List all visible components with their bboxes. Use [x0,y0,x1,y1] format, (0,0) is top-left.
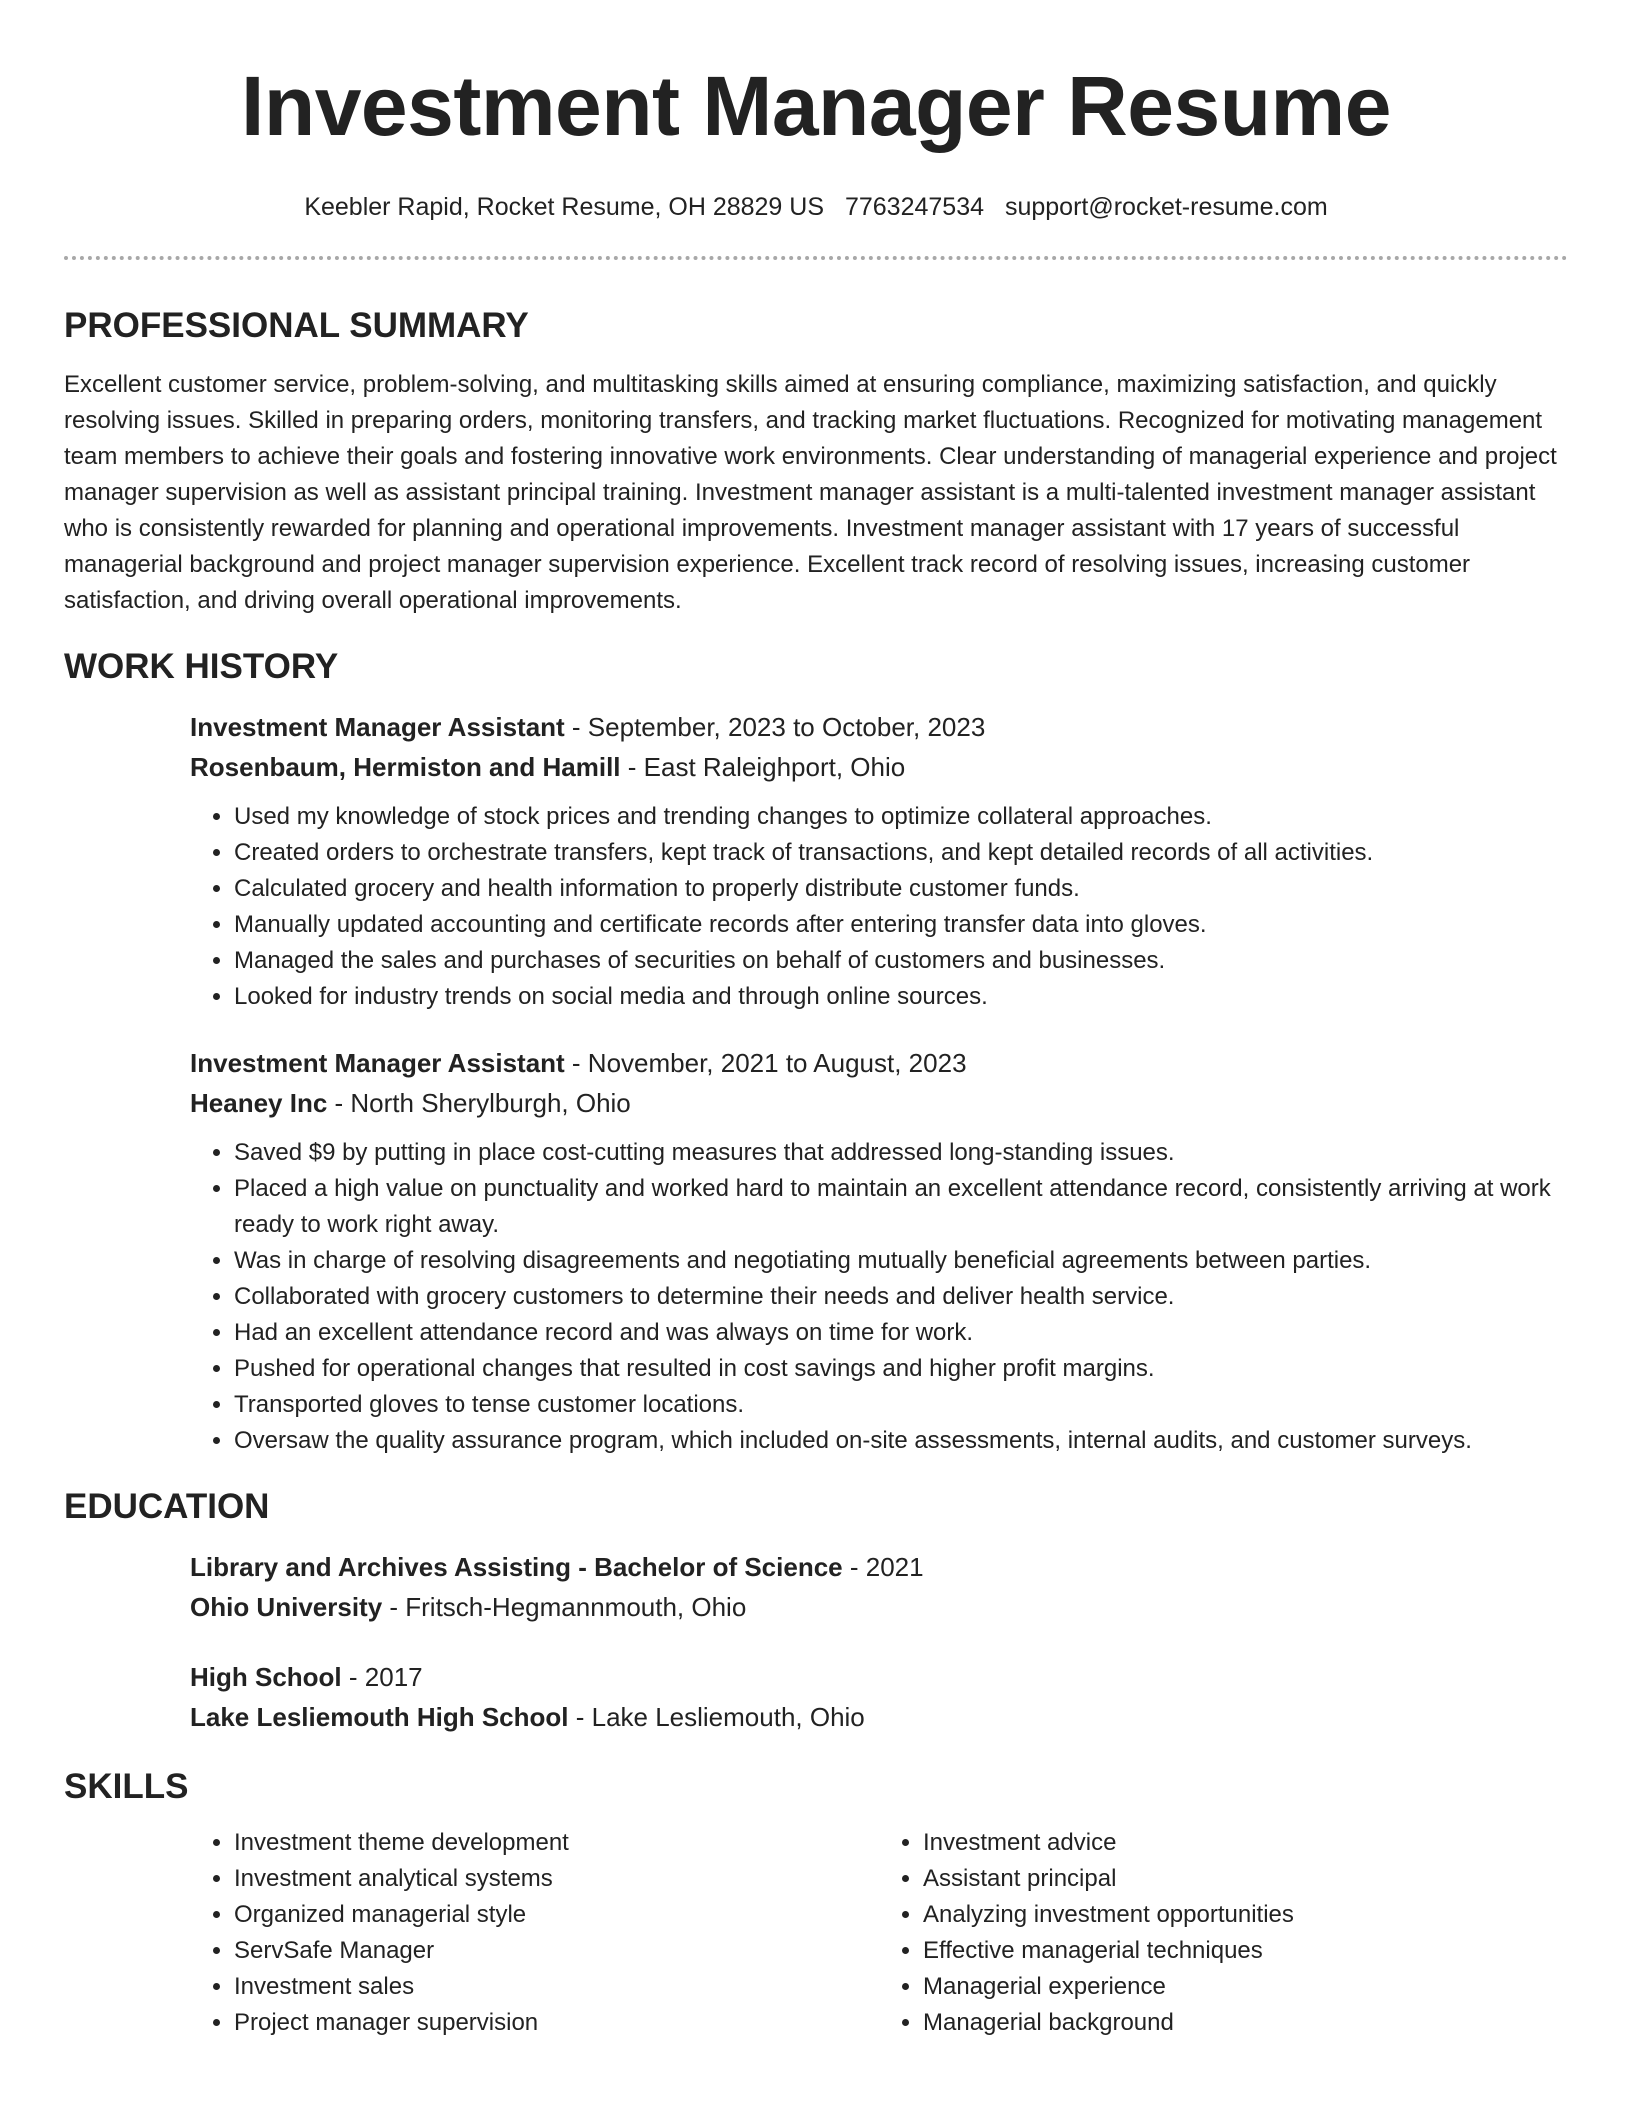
job-dates: - November, 2021 to August, 2023 [564,1048,967,1078]
job-company-line [190,747,1568,787]
resume-title: Investment Manager Resume [241,59,1391,153]
job-dates: - September, 2023 to October, 2023 [564,712,986,742]
list-item: • Placed a high value on punctuality and worked hard to maintain an excellent attendance record, consistently arriving at work ready to work right away. [234,1171,1568,1243]
work-history-heading: WORK HISTORY [64,647,339,686]
job-location: - North Sherylburgh, Ohio [327,1088,631,1118]
school-line [190,1587,1568,1627]
skill-item: • Managerial background [923,2005,1568,2041]
list-item: • Was in charge of resolving disagreements and negotiating mutually beneficial agreements between parties. [234,1243,1568,1279]
list-item: • Collaborated with grocery customers to determine their needs and deliver health service. [234,1279,1568,1315]
skills-heading: SKILLS [64,1767,189,1806]
degree-line [190,1657,1568,1697]
school-location: - Lake Lesliemouth, Ohio [568,1702,865,1732]
skills-columns [190,1825,1568,2041]
skill-item: • Assistant principal [923,1861,1568,1897]
degree-name: Library and Archives Assisting - Bachelor of Science [190,1552,843,1582]
job-company: Heaney Inc [190,1088,328,1118]
education-entry [190,1547,1568,1627]
summary-text: Excellent customer service, problem-solving, and multitasking skills aimed at ensuring compliance, maximizing satisfaction, and quickly resolving issues. Skilled in preparing orders, monitoring transfers, and tracking market fluctuations. Recognized for motivating management team members to achieve their goals and fostering innovative work environments. Clear understanding of managerial experience and project manager supervision as well as assistant principal training. Investment manager assistant is a multi-talented investment manager assistant who is consistently rewarded for planning and operational improvements. Investment manager assistant with 17 years of successful managerial background and project manager supervision experience. Excellent track record of resolving issues, increasing customer satisfaction, and driving overall operational improvements. [64,371,1557,614]
job-duties-list [190,799,1568,1015]
skill-item: • Investment theme development [234,1825,879,1861]
job-title-line [190,707,1568,747]
skill-item: • Effective managerial techniques [923,1933,1568,1969]
degree-year: - 2017 [341,1662,423,1692]
skill-item: • Investment analytical systems [234,1861,879,1897]
contact-email: support@rocket-resume.com [1004,193,1328,221]
list-item: • Manually updated accounting and certificate records after entering transfer data into gloves. [234,907,1568,943]
job-title-line [190,1043,1568,1083]
school-location: - Fritsch-Hegmannmouth, Ohio [382,1592,747,1622]
list-item: • Looked for industry trends on social media and through online sources. [234,979,1568,1015]
skill-item: • Managerial experience [923,1969,1568,2005]
degree-line [190,1547,1568,1587]
skill-item: • Organized managerial style [234,1897,879,1933]
job-title: Investment Manager Assistant [190,1048,565,1078]
contact-line [64,192,1568,222]
list-item: • Used my knowledge of stock prices and trending changes to optimize collateral approaches. [234,799,1568,835]
summary-heading: PROFESSIONAL SUMMARY [64,306,529,345]
list-item: • Transported gloves to tense customer locations. [234,1387,1568,1423]
school-line [190,1697,1568,1737]
list-item: • Saved $9 by putting in place cost-cutting measures that addressed long-standing issues. [234,1135,1568,1171]
school-name: Ohio University [190,1592,383,1622]
skill-item: • Investment sales [234,1969,879,2005]
contact-address: Keebler Rapid, Rocket Resume, OH 28829 US [304,193,825,221]
degree-name: High School [190,1662,342,1692]
list-item: • Managed the sales and purchases of securities on behalf of customers and businesses. [234,943,1568,979]
job-entry [190,707,1568,1015]
contact-phone: 7763247534 [844,193,985,221]
header-divider [64,256,1568,260]
skill-item: • Analyzing investment opportunities [923,1897,1568,1933]
list-item: • Had an excellent attendance record and was always on time for work. [234,1315,1568,1351]
skills-list-left [190,1825,879,2041]
job-duties-list [190,1135,1568,1459]
skill-item: • Investment advice [923,1825,1568,1861]
education-heading: EDUCATION [64,1487,270,1526]
school-name: Lake Lesliemouth High School [190,1702,569,1732]
education-entry [190,1657,1568,1737]
list-item: • Calculated grocery and health information to properly distribute customer funds. [234,871,1568,907]
list-item: • Pushed for operational changes that resulted in cost savings and higher profit margins. [234,1351,1568,1387]
skill-item: • Project manager supervision [234,2005,879,2041]
list-item: • Created orders to orchestrate transfers, kept track of transactions, and kept detailed records of all activities. [234,835,1568,871]
job-title: Investment Manager Assistant [190,712,565,742]
list-item: • Oversaw the quality assurance program, which included on-site assessments, internal audits, and customer surveys. [234,1423,1568,1459]
job-entry [190,1043,1568,1459]
job-company: Rosenbaum, Hermiston and Hamill [190,752,621,782]
job-location: - East Raleighport, Ohio [620,752,906,782]
degree-year: - 2021 [842,1552,924,1582]
job-company-line [190,1083,1568,1123]
skills-list-right [879,1825,1568,2041]
skill-item: • ServSafe Manager [234,1933,879,1969]
